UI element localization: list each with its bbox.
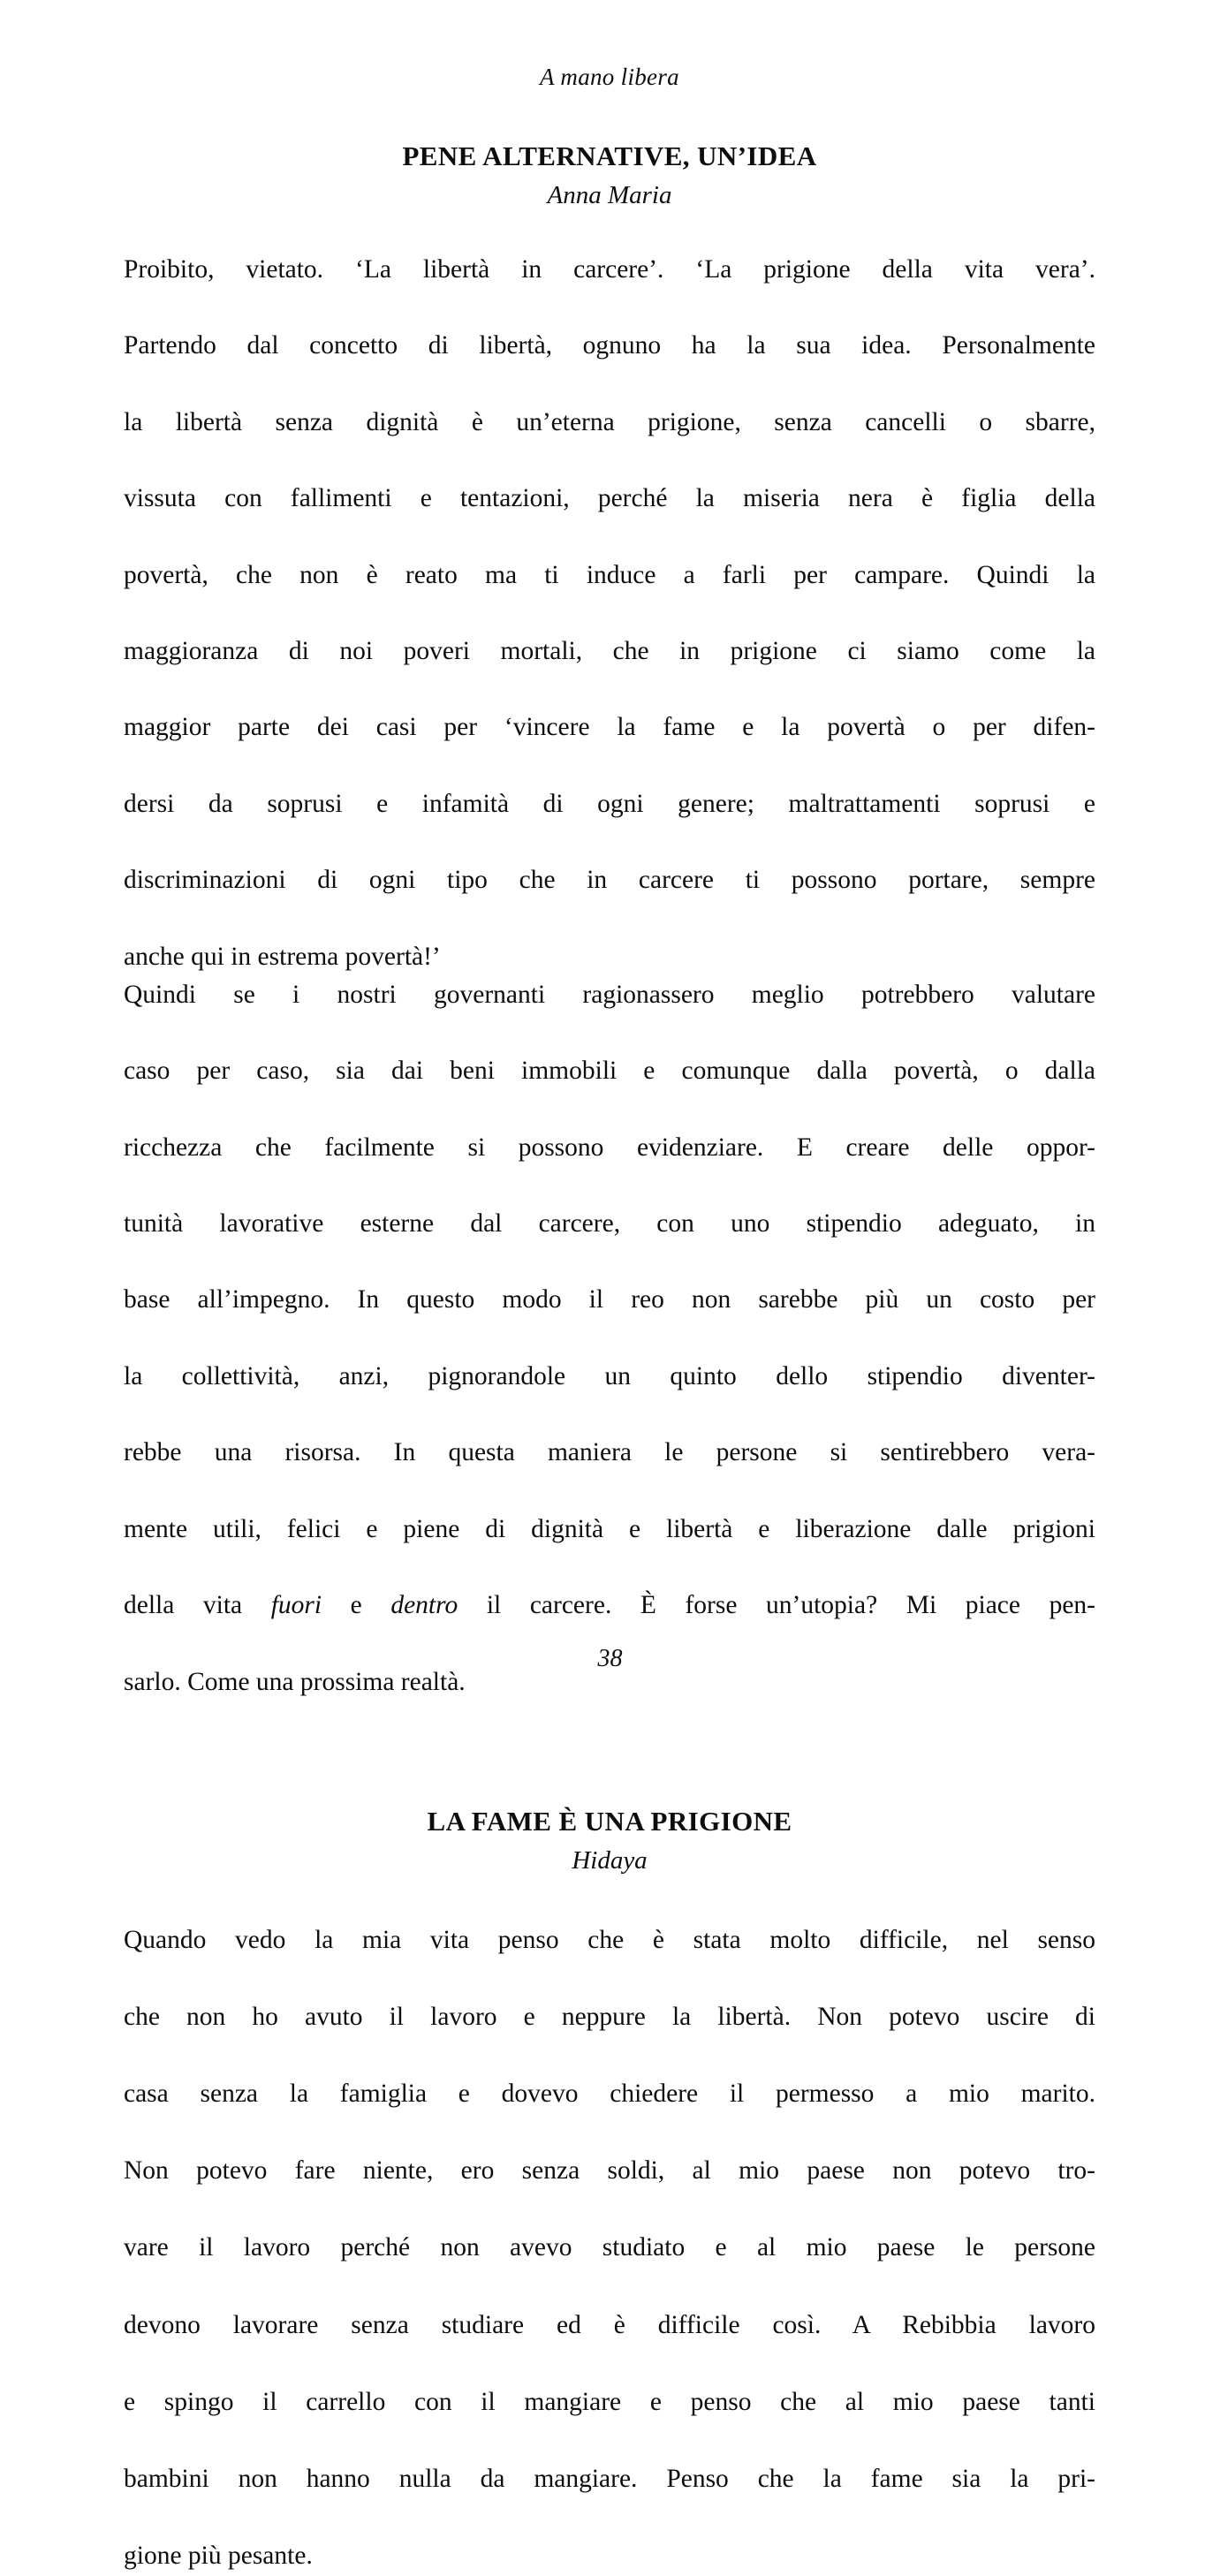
text-line: la libertà senza dignità è un’eterna prigione, senza cancelli o sbarre, bbox=[124, 407, 1095, 436]
running-head: A mano libera bbox=[540, 64, 679, 90]
text-line: casa senza la famiglia e dovevo chiedere il permesso a mio marito. bbox=[124, 2080, 1095, 2109]
text-line: dersi da soprusi e infamità di ogni genere; maltrattamenti soprusi e bbox=[124, 789, 1095, 818]
text-line: vissuta con fallimenti e tentazioni, perché la miseria nera è figlia della bbox=[124, 484, 1095, 513]
text-line: Proibito, vietato. ‘La libertà in carcere’. ‘La prigione della vita vera’. bbox=[124, 255, 1095, 284]
text-line: discriminazioni di ogni tipo che in carcere ti possono portare, sempre bbox=[124, 866, 1095, 895]
text-line: tunità lavorative esterne dal carcere, con uno stipendio adeguato, in bbox=[124, 1209, 1095, 1239]
article-author: Anna Maria bbox=[547, 181, 672, 209]
text-line: Quando vedo la mia vita penso che è stata molto difficile, nel senso bbox=[124, 1925, 1095, 1954]
text-line: Non potevo fare niente, ero senza soldi, al mio paese non potevo tro- bbox=[124, 2156, 1095, 2186]
text-line: Partendo dal concetto di libertà, ognuno ha la sua idea. Personalmente bbox=[124, 331, 1095, 360]
emphasis: fuori bbox=[270, 1591, 322, 1620]
article-title: LA FAME È UNA PRIGIONE bbox=[427, 1805, 792, 1837]
text-line: bambini non hanno nulla da mangiare. Penso che la fame sia la pri- bbox=[124, 2465, 1095, 2494]
text-line: maggioranza di noi poveri mortali, che in prigione ci siamo come la bbox=[124, 637, 1095, 666]
text-line: mente utili, felici e piene di dignità e libertà e liberazione dalle prigioni bbox=[124, 1514, 1095, 1543]
text-line: rebbe una risorsa. In questa maniera le persone si sentirebbero vera- bbox=[124, 1438, 1095, 1467]
article-body bbox=[124, 251, 1095, 1701]
page-content bbox=[124, 0, 1095, 2571]
paragraph bbox=[124, 251, 1095, 976]
text-line: base all’impegno. In questo modo il reo non sarebbe più un costo per bbox=[124, 1285, 1095, 1315]
text-line: maggior parte dei casi per ‘vincere la fame e la povertà o per difen- bbox=[124, 713, 1095, 742]
text-line: ricchezza che facilmente si possono evidenziare. E creare delle oppor- bbox=[124, 1133, 1095, 1162]
emphasis: dentro bbox=[390, 1591, 458, 1620]
text-line: la collettività, anzi, pignorandole un quinto dello stipendio diventer- bbox=[124, 1361, 1095, 1390]
text-line: povertà, che non è reato ma ti induce a farli per campare. Quindi la bbox=[124, 560, 1095, 589]
text-line: vare il lavoro perché non avevo studiato e al mio paese le persone bbox=[124, 2233, 1095, 2262]
text-line: gione più pesante. bbox=[124, 2542, 313, 2571]
text-line: caso per caso, sia dai beni immobili e comunque dalla povertà, o dalla bbox=[124, 1057, 1095, 1086]
text-line: della vita fuori e dentro il carcere. È forse un’utopia? Mi piace pen- bbox=[124, 1591, 1095, 1620]
paragraph bbox=[124, 976, 1095, 1701]
article-pene-alternative bbox=[124, 140, 1095, 1701]
article-author: Hidaya bbox=[572, 1845, 648, 1875]
article-body bbox=[124, 1921, 1095, 2576]
page-number: 38 bbox=[597, 1645, 623, 1672]
text-line: e spingo il carrello con il mangiare e penso che al mio paese tanti bbox=[124, 2387, 1095, 2416]
article-title: PENE ALTERNATIVE, UN’IDEA bbox=[402, 140, 817, 171]
text-line: che non ho avuto il lavoro e neppure la libertà. Non potevo uscire di bbox=[124, 2002, 1095, 2031]
text-line: devono lavorare senza studiare ed è difficile così. A Rebibbia lavoro bbox=[124, 2310, 1095, 2339]
text-line: sarlo. Come una prossima realtà. bbox=[124, 1667, 466, 1696]
paragraph bbox=[124, 1921, 1095, 2576]
article-la-fame bbox=[124, 1806, 1095, 2576]
text-line: anche qui in estrema povertà!’ bbox=[124, 942, 441, 971]
text-line: Quindi se i nostri governanti ragionassero meglio potrebbero valutare bbox=[124, 980, 1095, 1009]
